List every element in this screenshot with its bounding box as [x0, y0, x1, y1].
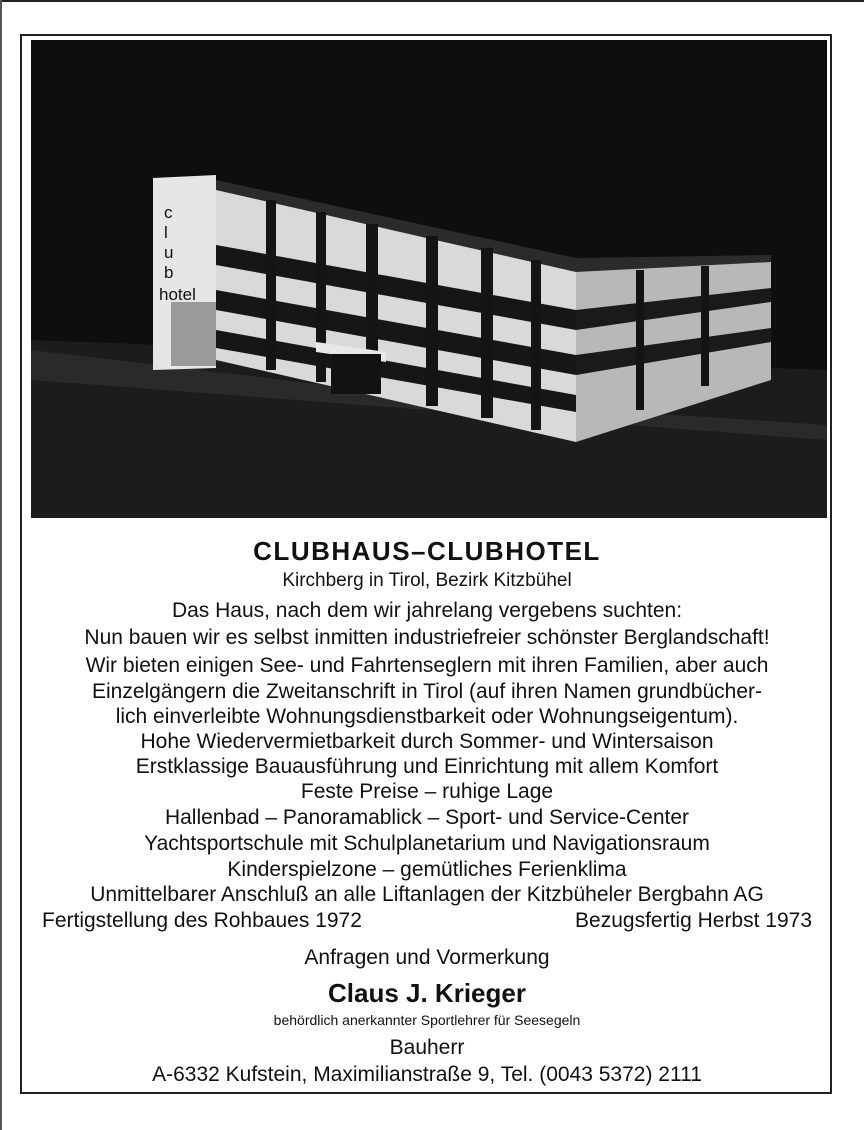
ad-line: Hallenbad – Panoramablick – Sport- und Service-Center [164, 806, 690, 829]
ad-line: Wir bieten einigen See- und Fahrtenseglern mit ihren Familien, aber auch [85, 654, 769, 677]
ad-line: Einzelgängern die Zweitanschrift in Tirol (auf ihren Namen grundbücher- [91, 680, 762, 703]
sign-letter: l [164, 223, 168, 242]
ad-location: Kirchberg in Tirol, Bezirk Kitzbühel [282, 570, 572, 591]
hotel-model-photo [31, 40, 827, 518]
ad-line: Nun bauen wir es selbst inmitten industriefreier schönster Berglandschaft! [84, 626, 770, 649]
contact-address: A-6332 Kufstein, Maximilianstraße 9, Tel. (0043 5372) 2111 [152, 1063, 702, 1086]
ad-line: Hohe Wiedervermietbarkeit durch Sommer- und Wintersaison [140, 730, 714, 753]
sign-letter: b [164, 263, 174, 282]
contact-name: Claus J. Krieger [328, 978, 526, 1008]
completion-dates [42, 910, 812, 931]
ad-line: Das Haus, nach dem wir jahrelang vergebens suchten: [171, 599, 683, 622]
inquiry-heading: Anfragen und Vormerkung [304, 946, 550, 969]
ad-line: Feste Preise – ruhige Lage [300, 780, 554, 803]
page-edge-left [0, 0, 2, 1130]
ad-line: Yachtsportschule mit Schulplanetarium und Navigationsraum [144, 832, 710, 855]
ad-title: CLUBHAUS–CLUBHOTEL [253, 536, 601, 566]
move-in-date: Bezugsfertig Herbst 1973 [575, 909, 812, 932]
sign-word: hotel [159, 285, 196, 304]
tower-stone-base [171, 302, 216, 366]
hotel-model-drawing [31, 40, 827, 518]
ad-line: lich einverleibte Wohnungsdienstbarkeit oder Wohnungseigentum). [115, 705, 739, 728]
sign-letter: c [164, 203, 173, 222]
ad-line: Unmittelbarer Anschluß an alle Liftanlagen der Kitzbüheler Bergbahn AG [90, 883, 764, 906]
contact-profession: behördlich anerkannter Sportlehrer für Seesegeln [273, 1012, 581, 1028]
shell-completion: Fertigstellung des Rohbaues 1972 [42, 909, 362, 932]
page-edge-top [0, 0, 864, 2]
ad-line: Kinderspielzone – gemütliches Ferienklima [227, 858, 627, 881]
ad-line: Erstklassige Bauausführung und Einrichtung mit allem Komfort [135, 755, 719, 778]
contact-role: Bauherr [389, 1036, 465, 1059]
entrance [331, 354, 381, 394]
sign-letter: u [164, 243, 174, 262]
